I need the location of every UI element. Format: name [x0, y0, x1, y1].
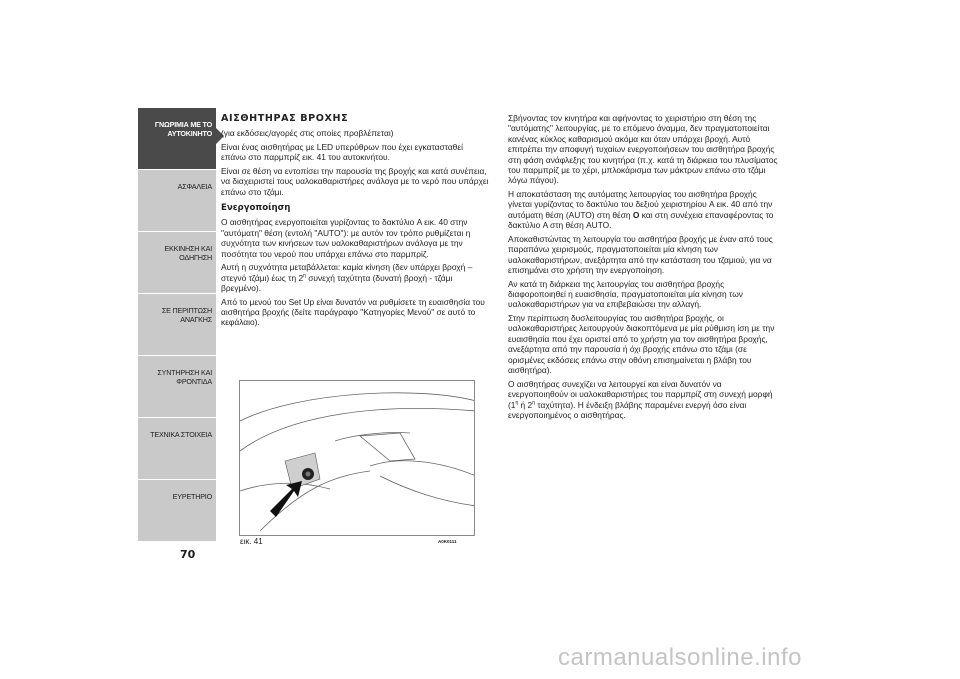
dash-line-right — [380, 476, 475, 506]
right-paragraph-5: Στην περίπτωση δυσλειτουργίας του αισθητήρα βροχής, οι υαλοκαθαριστήρες λειτουργούν διακοπτόμενα με μία ρύθμιση ίση με την ευαισθησία που έχει οριστεί από το χρήστη για τον αισθητήρα βροχής, ανεξάρτητα από την παρουσία ή όχι βροχής επάνω στο τζάμι (σε ορισμένες εκδόσεις επάνω στην οθόνη επισημαίνεται η βλάβη του αισθητήρα). — [508, 313, 775, 376]
rain-sensor-illustration — [240, 381, 475, 536]
windshield-edge-line — [240, 408, 475, 451]
activation-paragraph-1: Ο αισθητήρας ενεργοποιείται γυρίζοντας το δακτύλιο A εικ. 40 στην "αυτόματη" θέση (εντολή "AUTO"): με αυτόν τον τρόπο ρυθμίζεται η συχνότητα των κινήσεων των υαλοκαθαριστήρων ανάλογα με την ποσότητα του νερού που υπάρχει επάνω στο παρμπρίζ. — [221, 217, 471, 259]
right-paragraph-1: Σβήνοντας τον κινητήρα και αφήνοντας το χειριστήριο στη θέση της "αυτόματης" λειτουργίας, με το επόμενο άναμμα, δεν πραγματοποιείται κανένας κύκλος καθαρισμού ακόμα και όταν υπάρχει βροχή. Αυτό επιτρέπει την αποφυγή τυχαίων ενεργοποιήσεων του αισθητήρα βροχής στη φάση ανάφλεξης του κινητήρα (π.χ. κατά τη διάρκεια του πλυσίματος του παρμπρίζ με το χέρι, μπλοκάρισμα των μάκτρων επάνω στο τζάμι λόγω πάγου). — [508, 113, 778, 186]
tab-technical-data[interactable]: ΤΕΧΝΙΚΑ ΣΤΟΙΧΕΙΑ — [138, 418, 216, 480]
mirror-housing — [360, 433, 415, 461]
tab-getting-to-know-car[interactable]: ΓΝΩΡΙΜΙΑ ΜΕ ΤΟ ΑΥΤΟΚΙΝΗΤΟ — [138, 108, 216, 170]
right-paragraph-6 — [508, 379, 778, 421]
text-segment: και στη συνέχεια επαναφέροντας το δακτύλιο A στη θέση AUTO. — [508, 209, 774, 231]
tab-maintenance[interactable]: ΣΥΝΤΗΡΗΣΗ ΚΑΙ ΦΡΟΝΤΙΔΑ — [138, 356, 216, 418]
superscript: η — [303, 272, 306, 279]
right-paragraph-4: Αν κατά τη διάρκεια της λειτουργίας του αισθητήρα βροχής διαφοροποιηθεί η ευαισθησία, πραγματοποιείται μία κίνηση των υαλοκαθαριστήρων για να επιβεβαιώσει την αλλαγή. — [508, 278, 743, 310]
watermark: carmanualsonline.info — [558, 644, 802, 671]
intro-paragraph-1: Είναι ένας αισθητήρας με LED υπερύθρων που έχει εγκατασταθεί επάνω στο παρμπρίζ εικ. 41 του αυτοκινήτου. — [221, 141, 463, 163]
tab-safety[interactable]: ΑΣΦΑΛΕΙΑ — [138, 170, 216, 232]
off-symbol: O — [632, 209, 640, 220]
tab-index[interactable]: ΕΥΡΕΤΗΡΙΟ — [138, 480, 216, 542]
text-segment: ή 2 — [518, 399, 533, 410]
chapter-sidebar — [138, 108, 216, 541]
left-column — [221, 113, 489, 331]
mirror-mount-line — [335, 433, 410, 441]
section-subtitle: (για εκδόσεις/αγορές στις οποίες προβλέπεται) — [221, 128, 394, 139]
right-paragraph-3: Αποκαθιστώντας τη λειτουργία του αισθητήρα βροχής με έναν από τους παραπάνω χειρισμούς, πραγματοποιείται μία κίνηση των υαλοκαθαριστήρων, ανεξάρτητα από την κατάσταση του τζαμιού, για να επισημάνει στο χρήστη την ενεργοποίηση. — [508, 233, 773, 276]
superscript: η — [532, 399, 535, 406]
superscript: η — [515, 399, 519, 406]
right-paragraph-2 — [508, 189, 778, 231]
right-column — [508, 113, 778, 424]
activation-paragraph-2 — [221, 262, 489, 293]
intro-paragraph-2: Είναι σε θέση να εντοπίσει την παρουσία της βροχής και κατά συνέπεια, να διαχειριστεί τους υαλοκαθαριστήρες ανάλογα με το νερό που υπάρχει επάνω στο τζάμι. — [221, 165, 489, 197]
hood-line — [370, 461, 475, 476]
figure-code: A0K0111 — [438, 539, 457, 544]
text-segment: Αυτή η συχνότητα μεταβάλλεται: καμία κίνηση (δεν υπάρχει βροχή – στεγνό τζάμι) έως τη 2 — [221, 262, 473, 283]
activation-paragraph-3: Από το μενού του Set Up είναι δυνατόν να ρυθμίσετε τη ευαισθησία του αισθητήρα βροχής (δείτε παράγραφο "Κατηγορίες Μενού" σε αυτό το κεφάλαιο). — [221, 296, 485, 328]
figure-caption: εικ. 41 — [240, 537, 263, 546]
tab-starting-driving[interactable]: ΕΚΚΙΝΗΣΗ ΚΑΙ ΟΔΗΓΗΣΗ — [138, 232, 216, 294]
text-segment: Ο αισθητήρας συνεχίζει να λειτουργεί και είναι δυνατόν να ενεργοποιηθούν οι υαλοκαθαριστήρες του παρμπρίζ στη συνεχή μορφή (1 — [508, 378, 773, 410]
activation-heading: Ενεργοποίηση — [221, 203, 291, 213]
text-segment: ταχύτητα). Η ένδειξη βλάβης παραμένει ενεργή όσο είναι ενεργοποιημένος ο αισθητήρας. — [508, 399, 747, 420]
tab-emergency[interactable]: ΣΕ ΠΕΡΙΠΤΩΣΗ ΑΝΑΓΚΗΣ — [138, 294, 216, 356]
sensor-led — [306, 472, 311, 477]
windshield-top-line — [240, 393, 475, 421]
text-segment: Η αποκατάσταση της αυτόματης λειτουργίας του αισθητήρα βροχής γίνεται γυρίζοντας το δακτύλιο του δεξιού χειριστηρίου A εικ. 40 από την αυτόματη θέση (AUTO) στη θέση — [508, 189, 773, 220]
text-segment: συνεχή ταχύτητα (δυνατή βροχή - τζάμι βρεγμένο). — [221, 272, 453, 294]
section-title: ΑΙΣΘΗΤΗΡΑΣ ΒΡΟΧΗΣ — [221, 113, 349, 124]
figure-rain-sensor — [239, 380, 475, 536]
page-number: 70 — [180, 548, 196, 561]
